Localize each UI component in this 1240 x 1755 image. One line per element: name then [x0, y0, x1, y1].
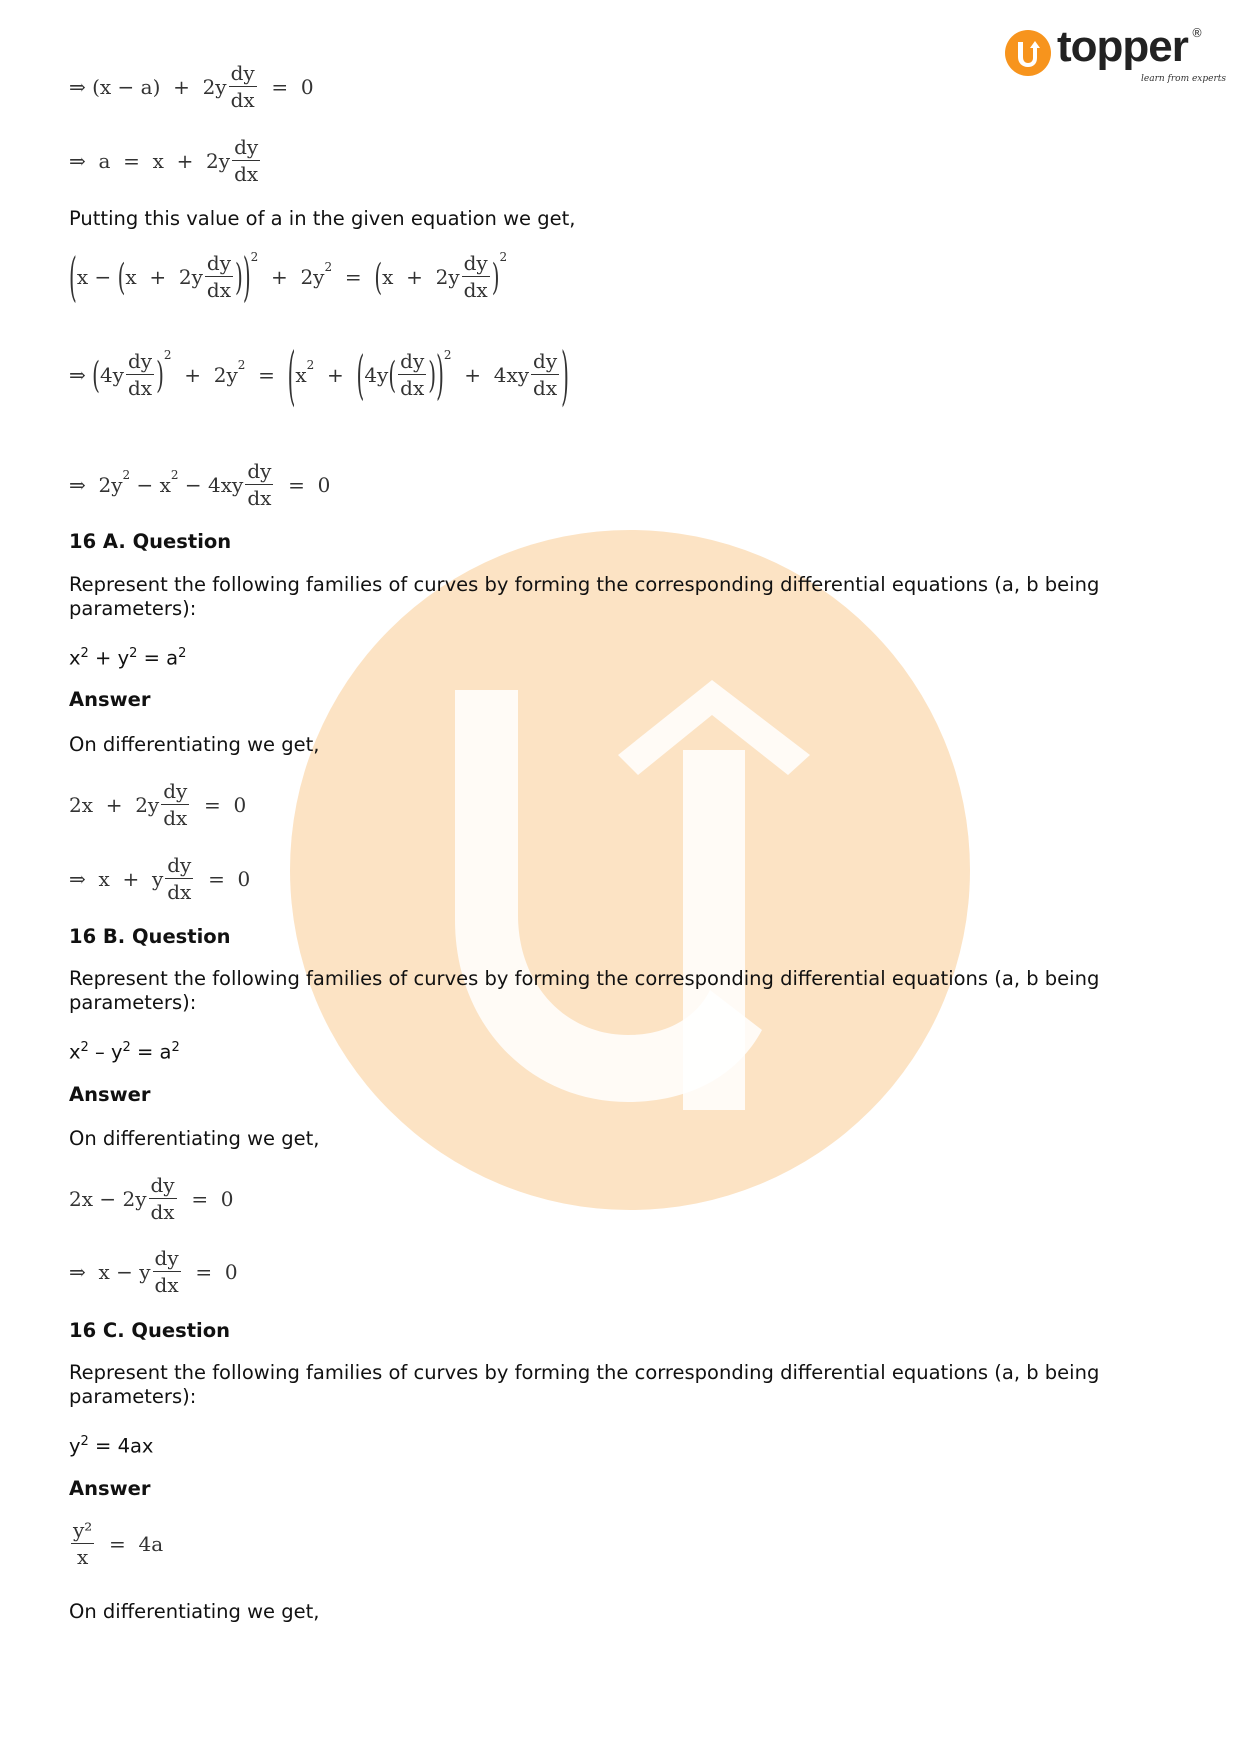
equation-16a-2: ⇒ x + y $\frac{dy}{dx}$ = 0 [69, 853, 251, 904]
given-16b: $x^2 - y^2 = a^2$ [69, 1040, 180, 1064]
prompt-16c: Represent the following families of curves by forming the corresponding differential equations (a, b being parameters): [69, 1361, 1100, 1408]
answer-label-16b: Answer [69, 1083, 151, 1106]
prompt-16b: Represent the following families of curves by forming the corresponding differential equations (a, b being parameters): [69, 967, 1100, 1014]
diff-text-16c: On differentiating we get, [69, 1600, 320, 1623]
logo-wordmark: topper [1057, 22, 1188, 71]
diff-text-16b: On differentiating we get, [69, 1127, 320, 1150]
text-putting-value: Putting this value of a in the given equation we get, [69, 207, 576, 230]
equation-16a-1: 2x + 2y $\frac{dy}{dx}$ = 0 [69, 779, 247, 830]
equation-16c-1: $\frac{\text{y²}}{x}$ = 4a [73, 1518, 164, 1569]
logo-badge-icon [1005, 30, 1051, 76]
equation-16b-1: 2x − 2y $\frac{dy}{dx}$ = 0 [69, 1173, 234, 1224]
prompt-16a: Represent the following families of curves by forming the corresponding differential equations (a, b being parameters): [69, 573, 1100, 620]
heading-16a: 16 A. Question [69, 530, 232, 553]
heading-16b: 16 B. Question [69, 925, 231, 948]
logo-tagline: learn from experts [1141, 74, 1227, 84]
equation-16b-2: ⇒ x − y $\frac{dy}{dx}$ = 0 [69, 1246, 238, 1297]
given-16a: $x^2 + y^2 = a^2$ [69, 646, 187, 670]
equation-3: ( x − ( x + 2y $\frac{dy}{dx}$ ) ) 2 + 2y 2 = ( x + 2y $\frac{dy}{dx}$ ) 2 [69, 245, 508, 308]
watermark-logo [290, 530, 970, 1210]
equation-5: ⇒ 2y 2 − x 2 − 4xy $\frac{dy}{dx}$ = 0 [69, 459, 331, 510]
given-16c: $y^2 = 4ax$ [69, 1434, 154, 1458]
registered-mark: ® [1191, 26, 1203, 40]
answer-label-16c: Answer [69, 1477, 151, 1500]
heading-16c: 16 C. Question [69, 1319, 231, 1342]
equation-4: ⇒ ( 4y $\frac{dy}{dx}$ ) 2 + 2y 2 = ( x 2 + ( 4y ( $\frac{dy}{dx}$ ) ) 2 + 4xy $\frac{dy}{dx}$ ) [69, 336, 569, 413]
diff-text-16a: On differentiating we get, [69, 733, 320, 756]
answer-label-16a: Answer [69, 688, 151, 711]
equation-1: ⇒ (x − a) + 2y $\frac{dy}{dx}$ = 0 [69, 61, 314, 112]
topper-logo [1005, 22, 1227, 90]
equation-2: ⇒ a = x + 2y $\frac{dy}{dx}$ [69, 135, 259, 186]
